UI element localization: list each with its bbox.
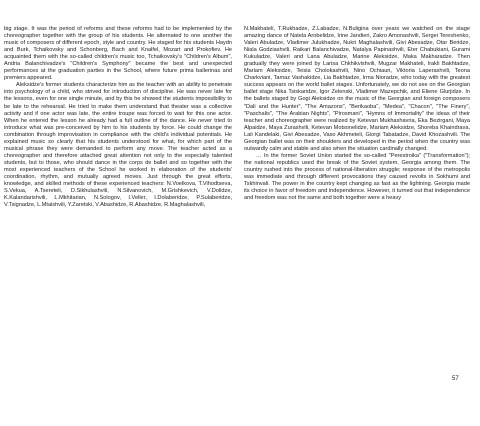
paragraph: Aleksidze's former students characterize him as the teacher with an ability to penetrate into psychology of a child, who strived for introduction of discipline. He was never late for the lessons, even for one single minute, and by this he showed the students impossibility to be late to the rehearsal. He tried to make them understand that theater was a collective activity and if one actor was late, the entire troupe was forced to wait for this one actor. When he entered the lesson he already had a full outline of the dance. He never tried to introduce what was pre-conceived by him to his students by force. He could change the combination through improvisation in compliance with the child's individual potentials. He explained music so clearly that his students understood for what, for which part of the musical phrase they were demanded to perform any move. The teacher acted as a choreographer and therefore attached great attention not only to the especially talented students, but to those, who should dance in the corps de ballet and so together with the most experienced teachers of the School he worked in elaboration of the students' coordination, rhythm, and mutually agreed moves. Just through the great efforts, knowledge, and skilled methods of these experienced teachers: N.Voelkova, T.Vihodtseva, S.Vekua, A.Tsereteli, D.Sikhulashvili, N.Silvanovich, M.Grishkevich, V.Dolidze, K.Kalandarishvili, L.Mkhitarian, N.Sologov, I.Veller, I.Dolaberidze, P.Sulaberidze, V.Tsignadze, L.Mtaishvili, Y.Zaretski, V.Abashidze, R.Abashidze, R.Maghalashvili, bbox=[4, 82, 232, 209]
paragraph: … In the former Soviet Union started the so-called "Perestroika" ("Transformation"); the national republics used the break of the Soviet system, Georgia among them. The country rushed into the process of national-liberation struggle; response of the metropolis was immediate and through different provocations they caused revolts in Sokhumi and Tskhinvali. The power in the country kept changing as fast as the lightning. Georgia made its choice in favor of freedom and independence. However, it turned out that independence and freedom was not the same and both together were a heavy bbox=[244, 152, 470, 202]
paragraph: N.Makhateli, T.Rukhadze, Z.Labadze, N.Buligina over years we watched on the stage amazing dance of Natela Arobelidze, Irine Jandieri, Zakro Amonashvili, Sergei Tereshenko, Valeri Abuladze, Vladimer Julukhadze, Nukri Maghalashvili, Givi Abesadze, Otar Beridze, Niala Godziashvili, Raikari Balanchivadze, Natalya Papinashvili, Eter Chabukiani, Gurami Kukuladze, Valeri and Lana Abuladze, Marine Aleksidze, Maka Makharadze. Then gradually they were joined by Larisa Chkhikvishvili, Mugzar Makhateli, Irakli Bakhtadze, Mariam Aleksidze, Teisia Cholokashvili, Nino Ochiauri, Viktoria Laperashvili, Teona Charkviani, Tamaz Vashakidze, Lia Bakhtadze, Irma Nioradze, who today with the greatest success appears on the world ballet stages. Unfortunately, we do not see on the Georgian ballet stage Nika Tsiskaridze, Igor Zelenski, Vladimer Mazepchik, and Eliene Glurjidze. In the ballets staged by Gogi Aleksidze on the music of the Georgian and foreign composers "Dali and the Hunter", "The Amazons", "Berikaoba", "Medea", "Chacon", "The Finery", "Paschalis", "The Arabian Nights", "Pirosmani", "Hymns of Immortality" the ideas of their teacher and choreographer were realized by Ketevan Mukhashavria, Eka Bezirgani, Maya Alpaidze, Maya Zurashvili, Ketevan Motsonelidze, Mariam Aleksidze, Shoreba Khaindrava, Lali Kandelaki, Givi Abesadze, Vaso Akhmeteli, Giorgi Tabatadze, David Khozashvili. The Georgian ballet was on their shoulders and developed in the period when the country was outwardly calm and stable and also when the situation cardinally changed. bbox=[244, 26, 470, 152]
page-number: 57 bbox=[452, 376, 459, 382]
left-text-column bbox=[4, 26, 232, 209]
right-text-column bbox=[244, 26, 470, 202]
paragraph: big stage. It was the period of reforms and these reforms had to be implemented by the choreographer together with the group of his students. He alternated to one another the music of composers of different epoch, style and country. He staged for his students Haydn and Burk, Tchaikovsky and Schonberg, Bach and Knalfel, Mozart and Prokofiev. He acquainted them with the so-called children's music too, Tchaikovsky's "Children's Album", Andria Balanchivadze's "Children's Symphony" became the best and unexpected performances at the graduation parties in the School, where future prima ballerinas and premiers appeared. bbox=[4, 26, 232, 82]
